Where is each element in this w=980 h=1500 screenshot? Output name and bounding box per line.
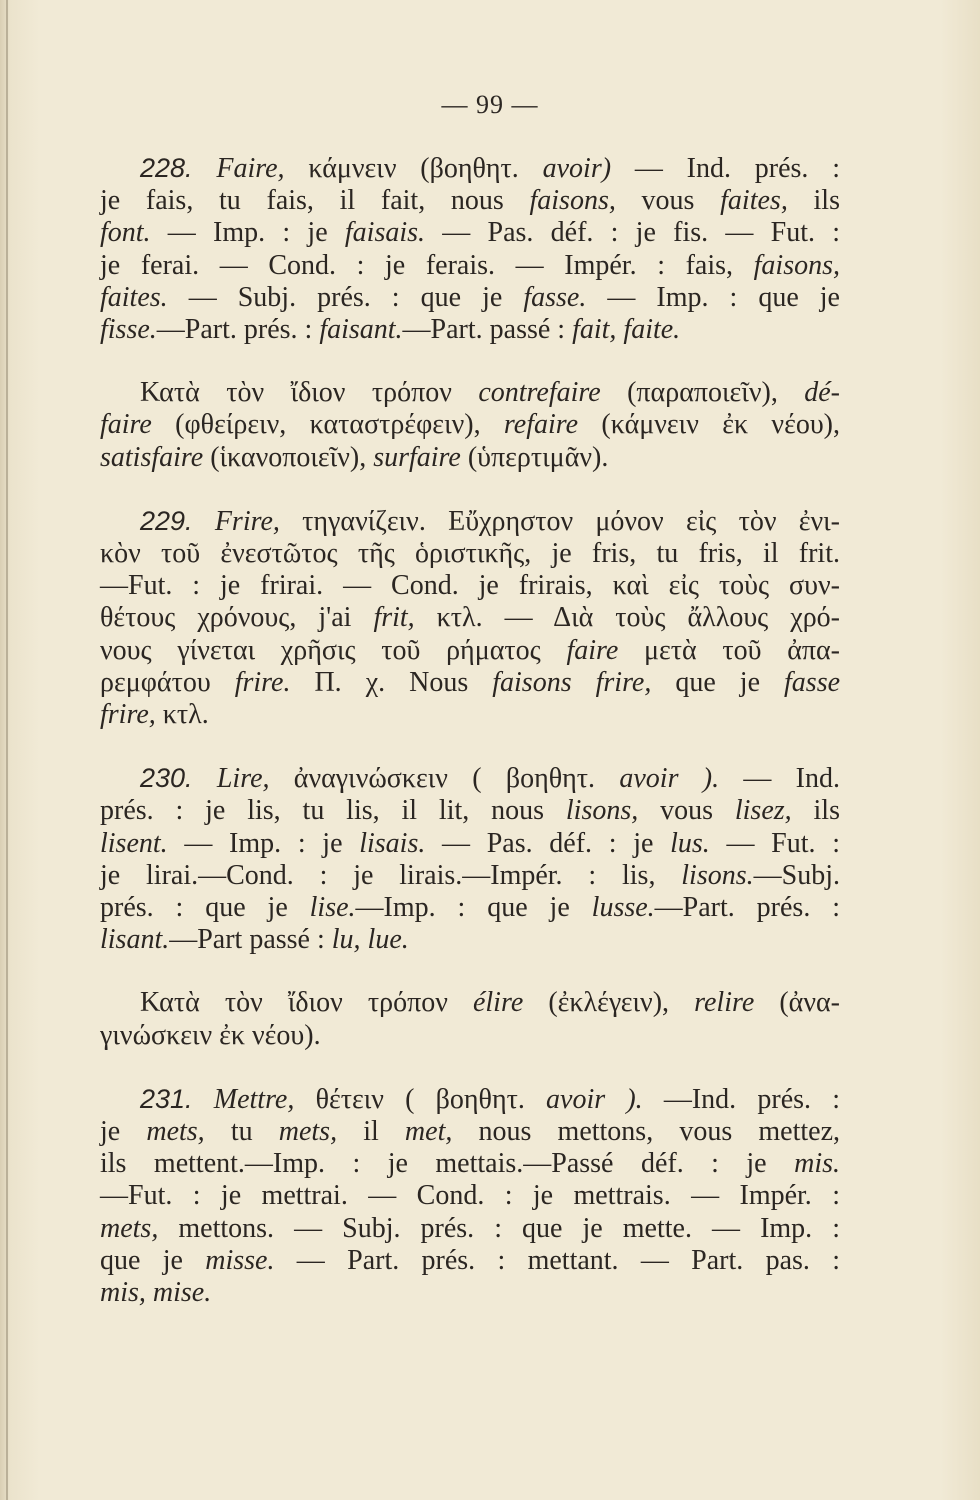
text-run: θέτειν ( βοηθητ. — [294, 1083, 547, 1115]
italic-term: frire, — [100, 699, 156, 731]
text-run: — Ind. prés. : — [611, 153, 840, 184]
text-run: vous — [638, 795, 735, 827]
text-run: κάμνειν (βοηθητ. — [284, 153, 543, 184]
section-229 — [100, 505, 840, 731]
text-run: —Ind. prés. : — [642, 1083, 840, 1115]
italic-term: faisons, — [529, 185, 616, 217]
text-run: τηγανίζειν. Εὔχρηστον μόνον εἰς τὸν ἐνι- — [279, 505, 841, 537]
text-run: je fais, tu fais, il fait, nous — [100, 185, 530, 217]
text-run: prés. : je lis, tu lis, il lit, nous — [100, 795, 566, 827]
text-line — [100, 860, 840, 892]
text-run: je lirai.—Cond. : je lirais.—Impér. : lis, — [100, 859, 682, 891]
text-line — [100, 282, 840, 314]
text-line — [100, 987, 840, 1019]
text-run: — Part. prés. : mettant. — Part. pas. : — [274, 1244, 840, 1276]
text-line — [100, 828, 840, 860]
italic-term: dé- — [804, 377, 840, 409]
italic-term: frire. — [234, 666, 291, 698]
italic-term: lus. — [670, 827, 710, 859]
italic-term: mets, — [278, 1116, 338, 1148]
italic-term: faites, — [720, 185, 788, 217]
italic-term: Frire, — [214, 505, 280, 537]
text-run: ils mettent.—Imp. : je mettais.—Passé déf. : je — [100, 1148, 795, 1180]
italic-term: lisant. — [100, 924, 170, 956]
text-line — [100, 1277, 840, 1309]
text-line — [100, 1148, 840, 1180]
italic-term: Mettre, — [213, 1083, 295, 1115]
text-line — [100, 1020, 840, 1052]
section-number: 228. — [140, 153, 193, 183]
text-run: — Imp. : je — [167, 827, 360, 859]
text-line — [100, 667, 840, 699]
text-run: —Fut. : je mettrai. — Cond. : je mettrais. — Impér. : — [100, 1180, 840, 1212]
text-run: — Ind. — [719, 763, 841, 795]
text-line — [100, 1180, 840, 1212]
italic-term: faire — [566, 634, 619, 666]
section-228 — [100, 152, 840, 346]
italic-term: lisent. — [100, 827, 168, 859]
italic-term: lisons. — [681, 859, 754, 891]
italic-term: Faire, — [216, 153, 285, 184]
text-run: Κατὰ τὸν ἴδιον τρόπον — [140, 987, 473, 1019]
text-run: —Part passé : — [169, 924, 332, 956]
italic-term: lisais. — [359, 827, 426, 859]
italic-term: lisez, — [734, 795, 792, 827]
paragraph-note — [100, 377, 840, 474]
italic-term: fait, faite. — [572, 314, 681, 346]
text-run: — Imp. : que je — [586, 281, 840, 313]
text-run: —Fut. : je frirai. — Cond. je frirais, καὶ εἰς τοὺς συν- — [100, 570, 840, 602]
italic-term: fasse — [784, 666, 841, 698]
italic-term: faisons, — [753, 249, 840, 281]
text-run: κτλ. — [155, 699, 209, 731]
page-text-body — [100, 152, 840, 1340]
text-line — [100, 1245, 840, 1277]
italic-term: mets, — [146, 1116, 205, 1148]
text-line — [100, 635, 840, 667]
text-run: — Fut. : — [709, 827, 840, 859]
text-run: γινώσκειν ἐκ νέου). — [100, 1019, 321, 1051]
italic-term: élire — [472, 987, 524, 1019]
text-line — [100, 1213, 840, 1245]
text-line — [100, 892, 840, 924]
text-run: —Subj. — [753, 859, 840, 891]
italic-term: fasse. — [523, 281, 587, 313]
italic-term: faisons frire, — [492, 666, 652, 698]
page-number: — 99 — — [441, 90, 539, 119]
text-line — [100, 442, 840, 474]
italic-term: faire — [100, 409, 152, 441]
text-line — [100, 314, 840, 346]
italic-term: misse. — [205, 1244, 275, 1276]
section-231 — [100, 1083, 840, 1309]
text-run: (παραποιεῖν), — [600, 377, 805, 409]
text-run: Κατὰ τὸν ἴδιον τρόπον — [140, 377, 479, 409]
text-run: il — [337, 1116, 405, 1148]
italic-term: font. — [100, 217, 151, 249]
text-run: mettons. — Subj. prés. : que je mette. — Imp. : — [158, 1212, 840, 1244]
italic-term: fisse. — [100, 314, 157, 346]
italic-term: relire — [694, 987, 755, 1019]
italic-term: lise. — [309, 892, 356, 924]
text-run: —Part. prés. : — [156, 314, 320, 346]
italic-term: mis, mise. — [100, 1277, 212, 1309]
text-line — [100, 250, 840, 282]
italic-term: faisais. — [344, 217, 426, 249]
text-run: nous mettons, vous mettez, — [452, 1116, 840, 1148]
italic-term: met, — [404, 1116, 453, 1148]
text-line — [100, 924, 840, 956]
text-run: (ἱκανοποιεῖν), — [203, 441, 374, 473]
page-spine-edge — [6, 0, 8, 1500]
text-run: (κάμνειν ἐκ νέου), — [578, 409, 841, 441]
text-run: —Imp. : que je — [355, 892, 592, 924]
section-number: 231. — [140, 1083, 193, 1114]
text-line — [100, 1083, 840, 1116]
text-line — [100, 505, 840, 538]
italic-term: contrefaire — [478, 377, 601, 409]
italic-term: lu, lue. — [331, 924, 409, 956]
text-line — [100, 795, 840, 827]
text-line — [100, 762, 840, 795]
text-run: — Pas. déf. : je — [425, 827, 671, 859]
section-230 — [100, 762, 840, 956]
italic-term: Lire, — [216, 763, 270, 795]
italic-term: lisons, — [565, 795, 639, 827]
italic-term: mets, — [100, 1212, 159, 1244]
text-line — [100, 152, 840, 185]
italic-term: satisfaire — [100, 441, 204, 473]
text-run: ἀναγινώσκειν ( βοηθητ. — [269, 763, 620, 795]
text-run: θέτους χρόνους, j'ai — [100, 602, 374, 634]
text-run: vous — [615, 185, 721, 217]
text-run: — Imp. : je — [150, 217, 345, 249]
section-number: 230. — [140, 763, 193, 794]
text-run: je — [100, 1116, 147, 1148]
italic-term: faisant. — [319, 314, 403, 346]
text-line — [100, 409, 840, 441]
text-run: je ferai. — Cond. : je ferais. — Impér. : fais, — [100, 249, 754, 281]
text-run: (ἀνα- — [754, 987, 840, 1019]
text-run: —Part. passé : — [402, 314, 573, 346]
text-run: tu — [204, 1116, 279, 1148]
text-run: que je — [100, 1244, 206, 1276]
text-run: (ἐκλέγειν), — [523, 987, 695, 1019]
text-line — [100, 538, 840, 570]
italic-term: avoir ). — [619, 763, 720, 795]
text-line — [100, 217, 840, 249]
text-run: ils — [787, 185, 840, 217]
italic-term: refaire — [503, 409, 579, 441]
section-number: 229. — [140, 505, 193, 536]
text-line — [100, 1116, 840, 1148]
text-run: — Pas. déf. : je fis. — Fut. : — [425, 217, 841, 249]
italic-term: surfaire — [373, 441, 461, 473]
text-line — [100, 377, 840, 409]
italic-term: mis. — [794, 1148, 840, 1180]
text-line — [100, 570, 840, 602]
text-run: (ὑπερτιμᾶν). — [460, 441, 609, 473]
text-run: que je — [651, 666, 785, 698]
italic-term: faites. — [100, 281, 168, 313]
text-line — [100, 185, 840, 217]
text-run: — Subj. prés. : que je — [167, 281, 524, 313]
text-run: νους γίνεται χρῆσις τοῦ ρήματος — [100, 634, 567, 666]
text-run: κὸν τοῦ ἐνεστῶτος τῆς ὁριστικῆς, je fris, tu fris, il frit. — [100, 538, 840, 570]
text-run: ρεμφάτου — [100, 666, 235, 698]
text-run: μετὰ τοῦ ἀπα- — [618, 634, 841, 666]
italic-term: avoir) — [542, 153, 612, 184]
text-line — [100, 699, 840, 731]
italic-term: lusse. — [591, 892, 655, 924]
text-run: ils — [791, 795, 840, 827]
paragraph-note — [100, 987, 840, 1051]
italic-term: avoir ). — [546, 1083, 643, 1115]
text-line — [100, 602, 840, 634]
text-run: κτλ. — Διὰ τοὺς ἄλλους χρό- — [414, 602, 840, 634]
text-run: (φθείρειν, καταστρέφειν), — [151, 409, 504, 441]
text-run: —Part. prés. : — [654, 892, 840, 924]
text-run: prés. : que je — [100, 892, 310, 924]
italic-term: frit, — [373, 602, 415, 634]
text-run: Π. χ. Nous — [290, 666, 493, 698]
